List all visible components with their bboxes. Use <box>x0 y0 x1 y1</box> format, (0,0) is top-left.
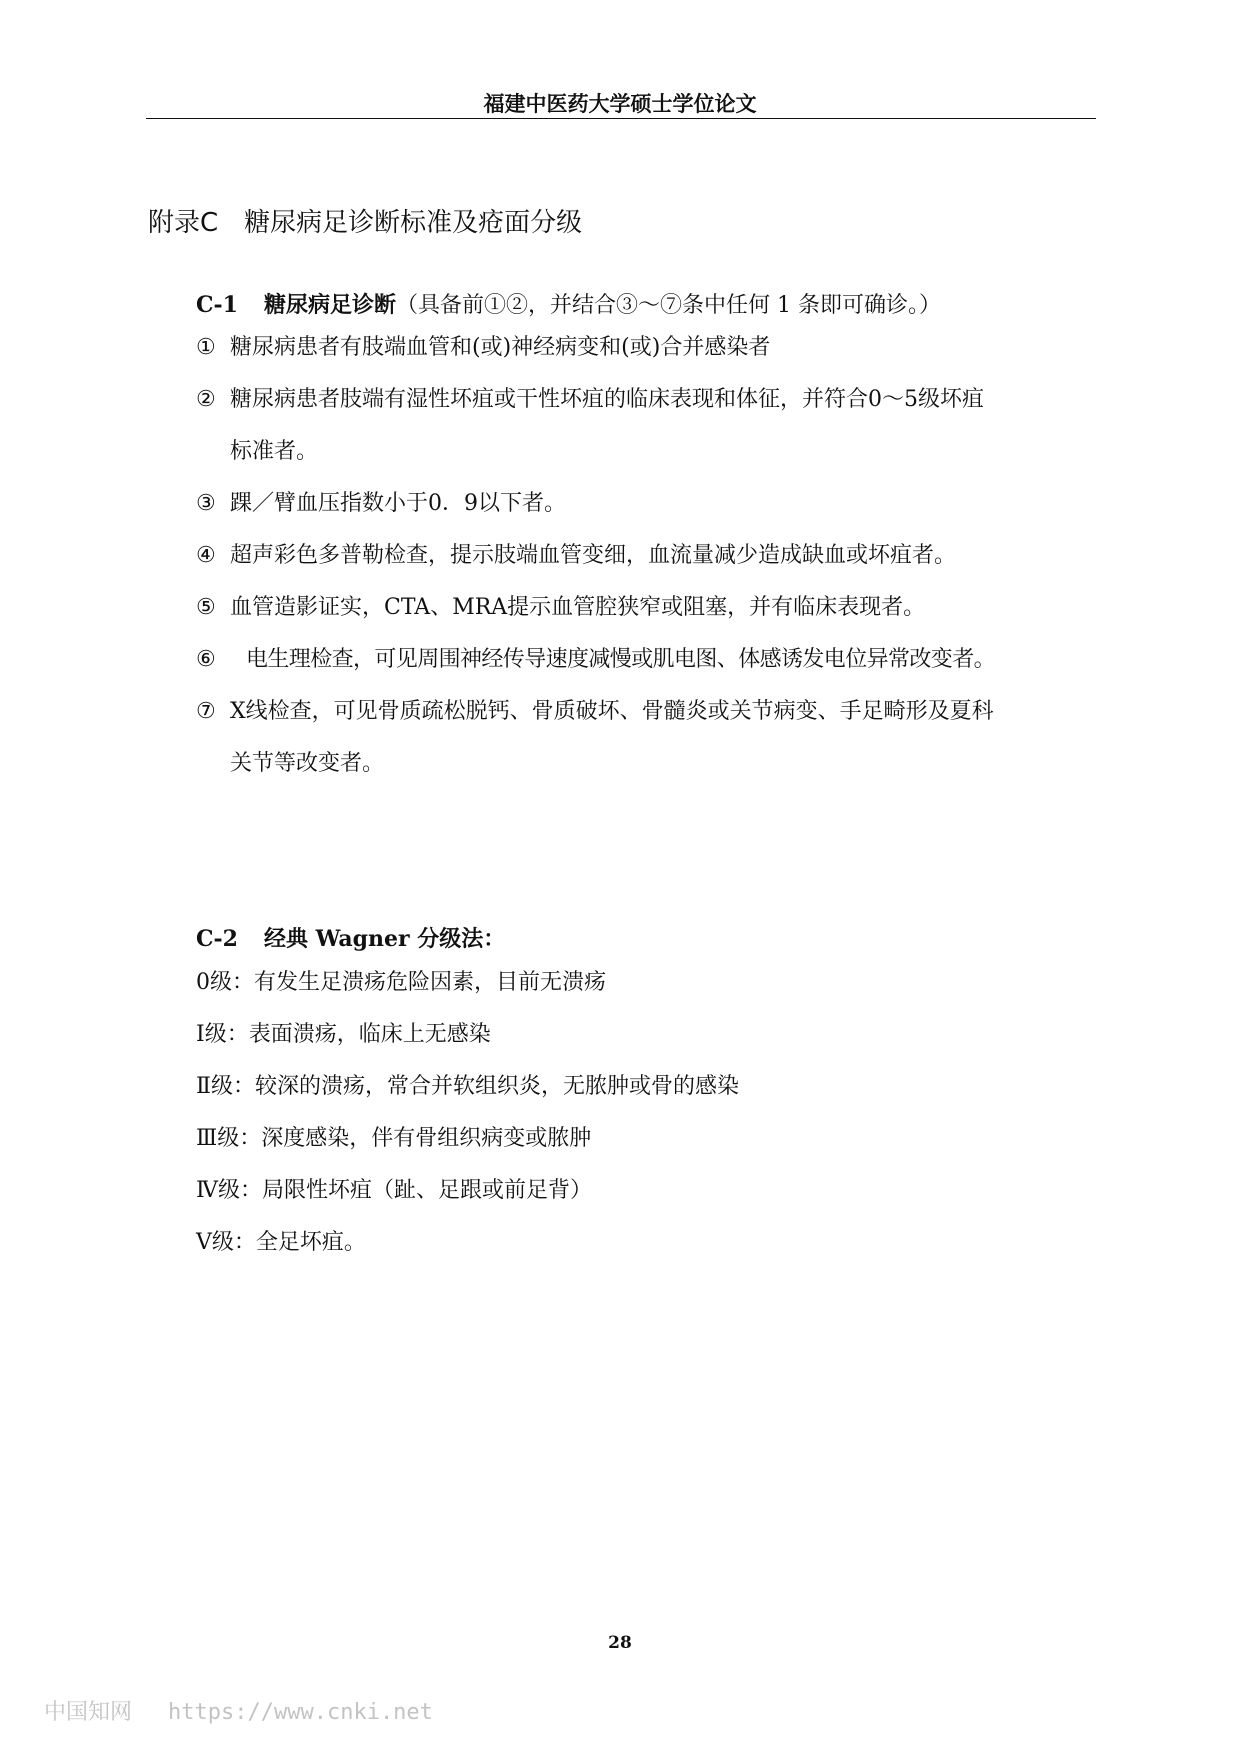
item-text: 糖尿病患者有肢端血管和(或)神经病变和(或)合并感染者 <box>230 335 771 360</box>
criterion-item-1 <box>196 333 770 363</box>
item-marker: ① <box>196 335 216 360</box>
section-c2-heading <box>196 922 505 953</box>
criterion-item-6 <box>196 645 995 675</box>
item-marker: ③ <box>196 491 216 516</box>
item-text: 电生理检查，可见周围神经传导速度减慢或肌电图、体感诱发电位异常改变者。 <box>246 647 996 672</box>
section-c1-heading <box>196 288 941 319</box>
watermark-logo-text: 中国知网 <box>44 1700 133 1725</box>
criterion-item-7 <box>196 697 994 727</box>
criterion-item-5 <box>196 593 925 623</box>
item-text: 踝／臂血压指数小于0．9以下者。 <box>230 491 566 516</box>
section-title: 经典 Wagner 分级法： <box>263 926 506 952</box>
header-rule <box>146 118 1096 119</box>
item-text: 糖尿病患者肢端有湿性坏疽或干性坏疽的临床表现和体征，并符合0～5级坏疽 <box>230 387 984 412</box>
page-number: 28 <box>608 1633 632 1653</box>
criterion-item-4 <box>196 541 956 571</box>
item-marker: ⑦ <box>196 699 216 724</box>
wagner-grade-0: 0级：有发生足溃疡危险因素，目前无溃疡 <box>196 970 606 995</box>
appendix-code: 附录C <box>148 208 219 238</box>
criterion-item-7-continuation: 关节等改变者。 <box>230 751 385 776</box>
wagner-grade-5: Ⅴ级：全足坏疽。 <box>196 1230 366 1255</box>
item-text: X线检查，可见骨质疏松脱钙、骨质破坏、骨髓炎或关节病变、手足畸形及夏科 <box>230 699 994 724</box>
item-marker: ④ <box>196 543 216 568</box>
wagner-grade-2: Ⅱ级：较深的溃疡，常合并软组织炎，无脓肿或骨的感染 <box>196 1074 739 1099</box>
section-number: C-2 <box>196 926 238 952</box>
section-number: C-1 <box>196 292 238 318</box>
item-text: 血管造影证实，CTA、MRA提示血管腔狭窄或阻塞，并有临床表现者。 <box>230 595 926 620</box>
appendix-title-text: 糖尿病足诊断标准及疮面分级 <box>244 208 583 238</box>
criterion-item-2 <box>196 385 984 415</box>
criterion-item-2-continuation: 标准者。 <box>230 439 319 464</box>
appendix-title <box>148 202 582 239</box>
item-marker: ⑥ <box>196 647 216 672</box>
item-marker: ② <box>196 387 216 412</box>
wagner-grade-1: Ⅰ级：表面溃疡，临床上无感染 <box>196 1022 491 1047</box>
section-note: （具备前①②，并结合③～⑦条中任何 1 条即可确诊。） <box>395 293 941 318</box>
cnki-watermark <box>44 1695 433 1726</box>
wagner-grade-3: Ⅲ级：深度感染，伴有骨组织病变或脓肿 <box>196 1126 592 1151</box>
item-text: 超声彩色多普勒检查，提示肢端血管变细，血流量减少造成缺血或坏疽者。 <box>230 543 957 568</box>
wagner-grade-4: Ⅳ级：局限性坏疽（趾、足跟或前足背） <box>196 1178 592 1203</box>
criterion-item-3 <box>196 489 566 519</box>
section-title: 糖尿病足诊断 <box>263 292 396 318</box>
running-header: 福建中医药大学硕士学位论文 <box>483 92 757 116</box>
watermark-url: https://www.cnki.net <box>168 1700 433 1725</box>
item-marker: ⑤ <box>196 595 216 620</box>
